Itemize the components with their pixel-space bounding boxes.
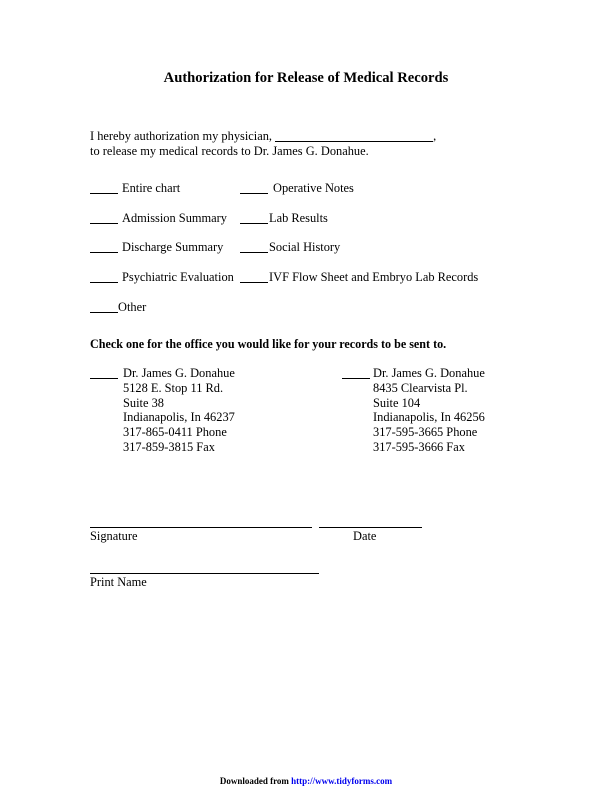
signature-label: Signature <box>90 529 138 543</box>
office-2-name: Dr. James G. Donahue <box>373 366 485 380</box>
office-1-phone: 317-865-0411 Phone <box>123 425 227 439</box>
intro-text-1: I hereby authorization my physician, <box>90 129 273 143</box>
checklist-row <box>90 211 530 226</box>
print-name-line[interactable] <box>90 573 319 574</box>
office-1-fax: 317-859-3815 Fax <box>123 439 215 454</box>
footer-link[interactable]: http://www.tidyforms.com <box>291 776 393 786</box>
checklist-col2 <box>240 181 354 196</box>
label-admission-summary: Admission Summary <box>122 211 227 225</box>
label-social-history: Social History <box>269 240 341 254</box>
office-1-name-row <box>90 366 340 381</box>
footer <box>0 776 612 787</box>
footer-prefix: Downloaded from <box>219 776 292 786</box>
signature-line[interactable] <box>90 527 312 528</box>
page-title: Authorization for Release of Medical Records <box>163 70 449 86</box>
office-2-name-row <box>342 366 592 381</box>
check-line-psychiatric-evaluation[interactable] <box>90 270 118 283</box>
check-line-admission-summary[interactable] <box>90 211 118 224</box>
label-lab-results: Lab Results <box>269 211 328 225</box>
checklist-row <box>90 181 530 196</box>
physician-name-field[interactable] <box>275 129 433 142</box>
office-2-street: 8435 Clearvista Pl. <box>373 380 468 395</box>
check-line-operative-notes[interactable] <box>240 181 268 194</box>
checklist-col2 <box>240 270 478 285</box>
office-1-city: Indianapolis, In 46237 <box>123 410 235 425</box>
records-checklist <box>90 181 530 321</box>
intro-comma: , <box>433 129 437 143</box>
check-line-ivf-flow-sheet[interactable] <box>240 270 268 283</box>
office-option-1 <box>90 366 340 455</box>
check-line-lab-results[interactable] <box>240 211 268 224</box>
label-psychiatric-evaluation: Psychiatric Evaluation <box>122 270 234 284</box>
checklist-col2 <box>240 211 328 226</box>
office-2-city: Indianapolis, In 46256 <box>373 410 485 425</box>
print-name-label: Print Name <box>90 575 147 589</box>
office-1-name: Dr. James G. Donahue <box>123 366 235 380</box>
offices-heading: Check one for the office you would like for your records to be sent to. <box>90 337 447 351</box>
label-discharge-summary: Discharge Summary <box>122 240 224 254</box>
check-line-social-history[interactable] <box>240 240 268 253</box>
office-option-2 <box>342 366 592 455</box>
label-operative-notes: Operative Notes <box>273 181 354 195</box>
intro-line-1 <box>90 129 560 144</box>
office-2-phone: 317-595-3665 Phone <box>373 425 478 439</box>
checklist-col2 <box>240 240 340 255</box>
date-label: Date <box>353 529 377 543</box>
office-1-suite: Suite 38 <box>123 395 164 410</box>
office-1-check-line[interactable] <box>90 366 118 379</box>
intro-paragraph <box>90 129 560 159</box>
label-entire-chart: Entire chart <box>122 181 181 195</box>
checklist-row <box>90 270 530 285</box>
office-1-street: 5128 E. Stop 11 Rd. <box>123 380 224 395</box>
checklist-row <box>90 300 530 315</box>
office-2-fax: 317-595-3666 Fax <box>373 439 465 454</box>
office-2-check-line[interactable] <box>342 366 370 379</box>
label-other: Other <box>118 300 147 314</box>
date-line[interactable] <box>319 527 422 528</box>
intro-line-2: to release my medical records to Dr. James G. Donahue. <box>90 143 369 158</box>
label-ivf-flow-sheet: IVF Flow Sheet and Embryo Lab Records <box>269 270 479 284</box>
office-2-suite: Suite 104 <box>373 395 421 410</box>
check-line-other[interactable] <box>90 300 118 313</box>
check-line-discharge-summary[interactable] <box>90 240 118 253</box>
checklist-row <box>90 240 530 255</box>
check-line-entire-chart[interactable] <box>90 181 118 194</box>
